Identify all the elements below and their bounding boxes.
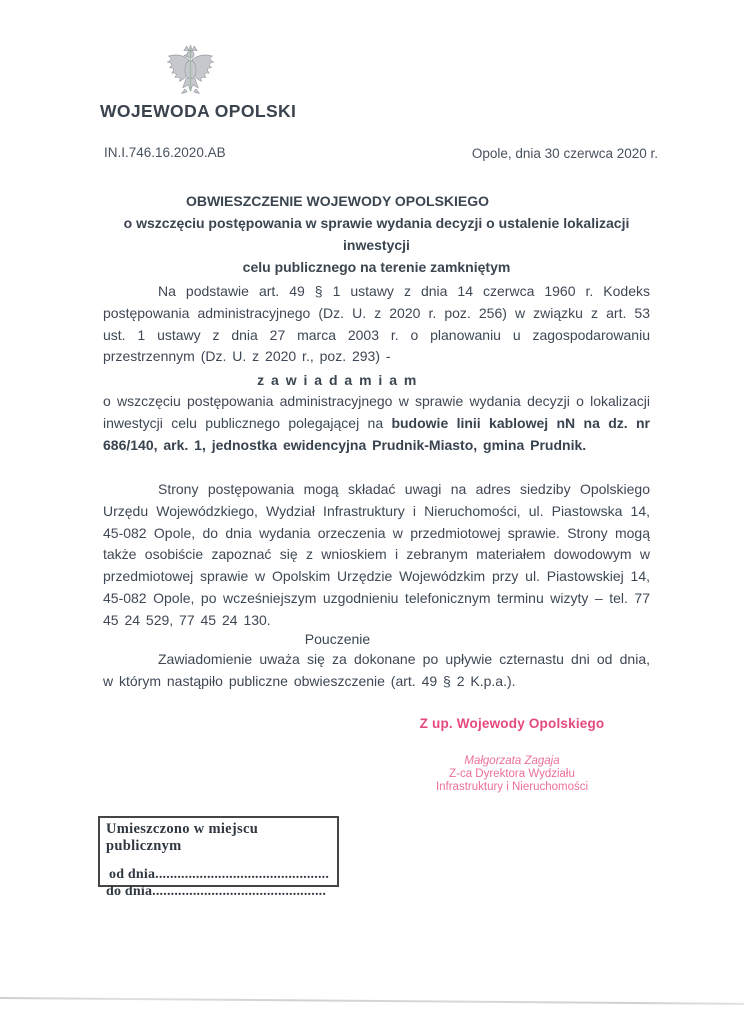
office-name: WOJEWODA OPOLSKI <box>100 101 297 121</box>
signatory-title-line-2: Infrastruktury i Nieruchomości <box>435 781 589 793</box>
signature-on-behalf: Z up. Wojewody Opolskiego <box>419 716 605 731</box>
parties-info-paragraph: Strony postępowania mogą składać uwagi na adres siedziby Opolskiego Urzędu Wojewódzkiego, Wydział Infrastruktury i Nieruchomości, ul. Piastowska 14, 45-082 Opole, do dnia wydania orzeczenia w przedmiotowej sprawie. Strony mogą także osobiście zapoznać się z wnioskiem i zebranym materiałem dowodowym w przedmiotowej sprawie w Opolskim Urzędzie Wojewódzkim przy ul. Piastowskiej 14, 45-082 Opole, po wcześniejszym uzgodnieniu telefonicznym terminu wizyty – tel. 77 45 24 529, 77 45 24 130. <box>103 481 650 628</box>
polish-eagle-emblem-icon <box>163 44 218 99</box>
notice-paragraph <box>103 391 650 456</box>
place-and-date: Opole, dnia 30 czerwca 2020 r. <box>471 146 658 161</box>
notice-text: o wszczęciu postępowania administracyjnego w sprawie wydania decyzji o lokalizacji inwestycji celu publicznego polegającej na <box>103 393 650 431</box>
instruction-paragraph: Zawiadomienie uważa się za dokonane po upływie czternastu dni od dnia, w którym nastąpiło publiczne obwieszczenie (art. 49 § 2 K.p.a.). <box>103 651 650 689</box>
stamp-to-date-line: do dnia............................................... <box>106 883 327 899</box>
document-title <box>103 190 650 278</box>
instruction-heading-text: Pouczenie <box>304 631 371 647</box>
notice-heading-text: z a w i a d a m i a m <box>257 372 418 388</box>
instruction-heading <box>103 628 650 650</box>
legal-basis-paragraph: Na podstawie art. 49 § 1 ustawy z dnia 14 czerwca 1960 r. Kodeks postępowania administracyjnego (Dz. U. z 2020 r. poz. 256) w związku z art. 53 ust. 1 ustawy z dnia 27 marca 2003 r. o planowaniu u zagospodarowaniu przestrzennym (Dz. U. z 2020 r., poz. 293) - <box>103 283 650 365</box>
title-line-1: OBWIESZCZENIE WOJEWODY OPOLSKIEGO <box>185 193 490 209</box>
signatory-name: Małgorzata Zagaja <box>464 755 560 767</box>
public-posting-stamp-box <box>98 816 339 899</box>
signatory-title-line-1: Z-ca Dyrektora Wydziału <box>449 768 575 780</box>
stamp-box-title: Umieszczono w miejscu publicznym <box>106 821 259 854</box>
signature-names <box>402 755 622 794</box>
title-line-2: o wszczęciu postępowania w sprawie wydania decyzji o ustalenie lokalizacji inwestycji <box>123 215 630 253</box>
scan-artifact-line <box>0 997 744 1005</box>
reference-number: IN.I.746.16.2020.AB <box>104 145 226 160</box>
notice-bold-text: budowie linii kablowej nN na dz. nr 686/140, ark. 1, jednostka ewidencyjna Prudnik-Miasto, gmina Prudnik. <box>103 414 650 453</box>
notice-heading <box>103 369 650 391</box>
title-line-3: celu publicznego na terenie zamkniętym <box>242 259 511 275</box>
stamp-from-date-line: od dnia............................................... <box>109 867 330 882</box>
